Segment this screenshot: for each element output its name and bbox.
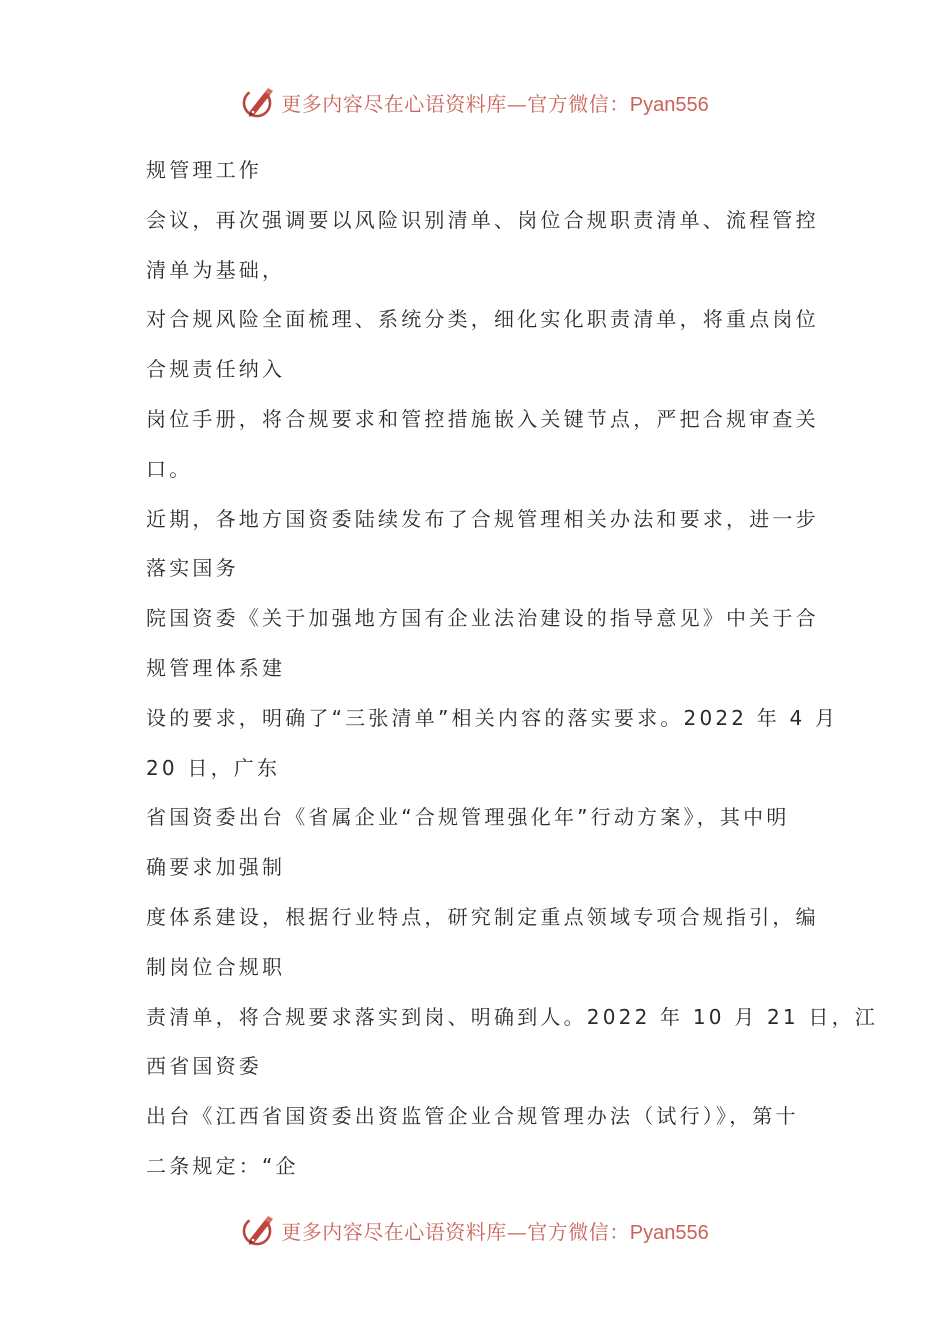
body-line: 近期，各地方国资委陆续发布了合规管理相关办法和要求，进一步 bbox=[146, 506, 819, 531]
footer-banner-cn: 更多内容尽在心语资料库—官方微信： bbox=[281, 1219, 630, 1244]
footer-banner bbox=[0, 1208, 950, 1252]
body-line: 度体系建设，根据行业特点，研究制定重点领域专项合规指引，编 bbox=[146, 904, 819, 929]
body-line: 会议，再次强调要以风险识别清单、岗位合规职责清单、流程管控 bbox=[146, 207, 819, 232]
body-line: 确要求加强制 bbox=[146, 855, 286, 880]
body-line: 岗位手册，将合规要求和管控措施嵌入关键节点，严把合规审查关 bbox=[146, 406, 819, 431]
body-line: 省国资委出台《省属企业“合规管理强化年”行动方案》，其中明 bbox=[146, 805, 790, 830]
body-line: 院国资委《关于加强地方国有企业法治建设的指导意见》中关于合 bbox=[146, 606, 819, 631]
header-banner-cn: 更多内容尽在心语资料库—官方微信： bbox=[281, 91, 630, 116]
header-banner bbox=[0, 80, 950, 124]
body-line: 口。 bbox=[146, 456, 193, 481]
body-line: 责清单，将合规要求落实到岗、明确到人。2022 年 10 月 21 日，江 bbox=[146, 1004, 878, 1029]
body-line: 20 日，广东 bbox=[146, 755, 281, 780]
header-banner-text bbox=[281, 88, 708, 117]
body-line: 清单为基础， bbox=[146, 257, 286, 282]
header-banner-wechat-id: Pyan556 bbox=[629, 93, 709, 116]
body-line: 规管理工作 bbox=[146, 158, 262, 182]
body-line: 制岗位合规职 bbox=[146, 954, 286, 979]
pen-nib-circle-icon bbox=[241, 84, 277, 120]
footer-banner-text bbox=[281, 1216, 708, 1245]
pen-nib-circle-icon bbox=[241, 1212, 277, 1248]
body-line: 合规责任纳入 bbox=[146, 357, 286, 382]
body-line: 设的要求，明确了“三张清单”相关内容的落实要求。2022 年 4 月 bbox=[146, 705, 839, 730]
body-line: 二条规定：“企 bbox=[146, 1153, 299, 1178]
body-line: 规管理体系建 bbox=[146, 655, 286, 680]
document-body bbox=[146, 150, 878, 1196]
body-line: 出台《江西省国资委出资监管企业合规管理办法（试行）》，第十 bbox=[146, 1104, 799, 1129]
footer-banner-wechat-id: Pyan556 bbox=[629, 1221, 709, 1244]
body-line: 落实国务 bbox=[146, 556, 239, 581]
body-line: 西省国资委 bbox=[146, 1054, 262, 1079]
body-line: 对合规风险全面梳理、系统分类，细化实化职责清单，将重点岗位 bbox=[146, 307, 819, 332]
